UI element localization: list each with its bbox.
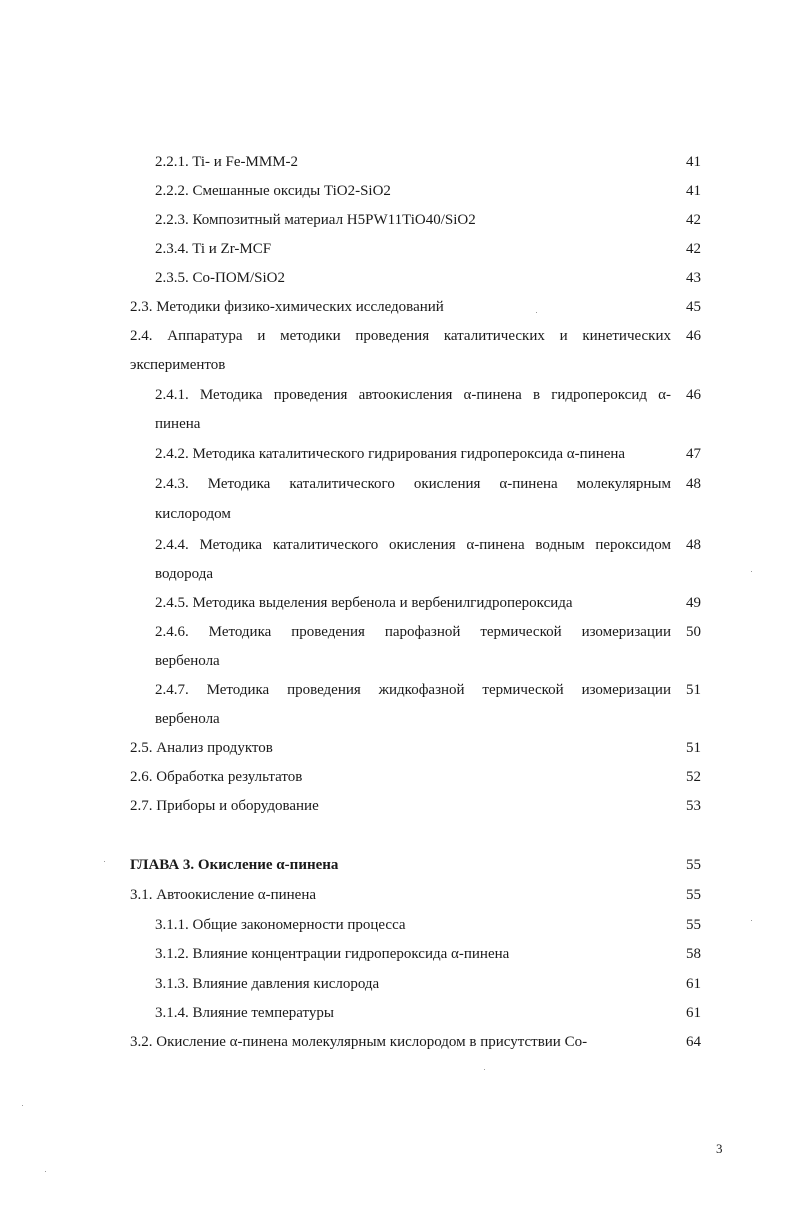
toc-entry-page: 55 [686, 917, 701, 933]
toc-entry-page: 42 [686, 241, 701, 257]
scan-speck [104, 861, 105, 862]
toc-entry-title: 2.4.3. Методика каталитического окисления α-пинена молекулярным [155, 476, 671, 492]
toc-entry-page: 64 [686, 1034, 701, 1050]
toc-entry-page: 61 [686, 1005, 701, 1021]
toc-entry-title: 2.5. Анализ продуктов [130, 740, 273, 756]
scan-speck [22, 1105, 23, 1106]
toc-entry-page: 43 [686, 270, 701, 286]
toc-entry-page: 61 [686, 976, 701, 992]
toc-entry-continuation-text: водорода [155, 566, 214, 582]
toc-entry-title: 2.6. Обработка результатов [130, 769, 303, 785]
toc-entry-title: 2.4.5. Методика выделения вербенола и вербенилгидропероксида [155, 595, 573, 611]
toc-entry-continuation-text: пинена [155, 416, 201, 432]
toc-entry-title: 2.3. Методики физико-химических исследований [130, 299, 444, 315]
scan-speck [751, 571, 752, 572]
toc-entry-title: 2.3.5. Co-ПОМ/SiO2 [155, 270, 286, 286]
toc-entry-page: 47 [686, 446, 701, 462]
toc-entry-page: 55 [686, 887, 701, 903]
scan-speck [45, 1171, 46, 1172]
toc-entry-title: 2.4.7. Методика проведения жидкофазной термической изомеризации [155, 682, 671, 698]
toc-entry-title: 2.3.4. Ti и Zr-MCF [155, 241, 272, 257]
toc-entry-title: 2.4.2. Методика каталитического гидрирования гидропероксида α-пинена [155, 446, 626, 462]
toc-entry-title: 3.1. Автоокисление α-пинена [130, 887, 317, 903]
toc-entry-title: 2.4. Аппаратура и методики проведения каталитических и кинетических [130, 328, 671, 344]
toc-entry-page: 41 [686, 183, 701, 199]
scan-speck [751, 920, 752, 921]
toc-entry-title: 3.1.3. Влияние давления кислорода [155, 976, 380, 992]
toc-entry-title: 2.2.2. Смешанные оксиды TiO2-SiO2 [155, 183, 391, 199]
toc-entry-page: 48 [686, 537, 701, 553]
toc-entry-continuation-text: кислородом [155, 506, 231, 522]
toc-entry-page: 58 [686, 946, 701, 962]
toc-entry-page: 50 [686, 624, 701, 640]
toc-entry-page: 52 [686, 769, 701, 785]
toc-entry-title: 2.4.4. Методика каталитического окисления α-пинена водным пероксидом [155, 537, 671, 553]
toc-entry-page: 46 [686, 328, 701, 344]
page-number: 3 [716, 1141, 723, 1156]
scan-speck [536, 312, 537, 313]
toc-entry-page: 51 [686, 740, 701, 756]
toc-entry-title: 2.7. Приборы и оборудование [130, 798, 319, 814]
toc-entry-page: 55 [686, 857, 701, 873]
toc-entry-page: 46 [686, 387, 701, 403]
toc-entry-title: 2.4.6. Методика проведения парофазной термической изомеризации [155, 624, 671, 640]
toc-entry-page: 49 [686, 595, 701, 611]
toc-entry-page: 41 [686, 154, 701, 170]
toc-entry-continuation-text: вербенола [155, 711, 220, 727]
toc-entry-title: 3.1.4. Влияние температуры [155, 1005, 334, 1021]
toc-entry-title: 3.2. Окисление α-пинена молекулярным кислородом в присутствии Co- [130, 1034, 588, 1050]
toc-entry-page: 53 [686, 798, 701, 814]
toc-entry-page: 51 [686, 682, 701, 698]
toc-entry-title: 2.4.1. Методика проведения автоокисления α-пинена в гидропероксид α- [155, 387, 671, 403]
toc-entry-page: 48 [686, 476, 701, 492]
scan-speck [484, 1069, 485, 1070]
toc-entry-page: 45 [686, 299, 701, 315]
toc-entry-title: 2.2.3. Композитный материал H5PW11TiO40/SiO2 [155, 212, 476, 228]
toc-entry-title: 2.2.1. Ti- и Fe-MMM-2 [155, 154, 299, 170]
toc-entry-continuation-text: вербенола [155, 653, 220, 669]
toc-entry-title: 3.1.1. Общие закономерности процесса [155, 917, 406, 933]
toc-entry-continuation-text: экспериментов [130, 357, 226, 373]
toc-entry-title: 3.1.2. Влияние концентрации гидропероксида α-пинена [155, 946, 510, 962]
toc-chapter-title: ГЛАВА 3. Окисление α-пинена [130, 857, 339, 873]
toc-entry-page: 42 [686, 212, 701, 228]
